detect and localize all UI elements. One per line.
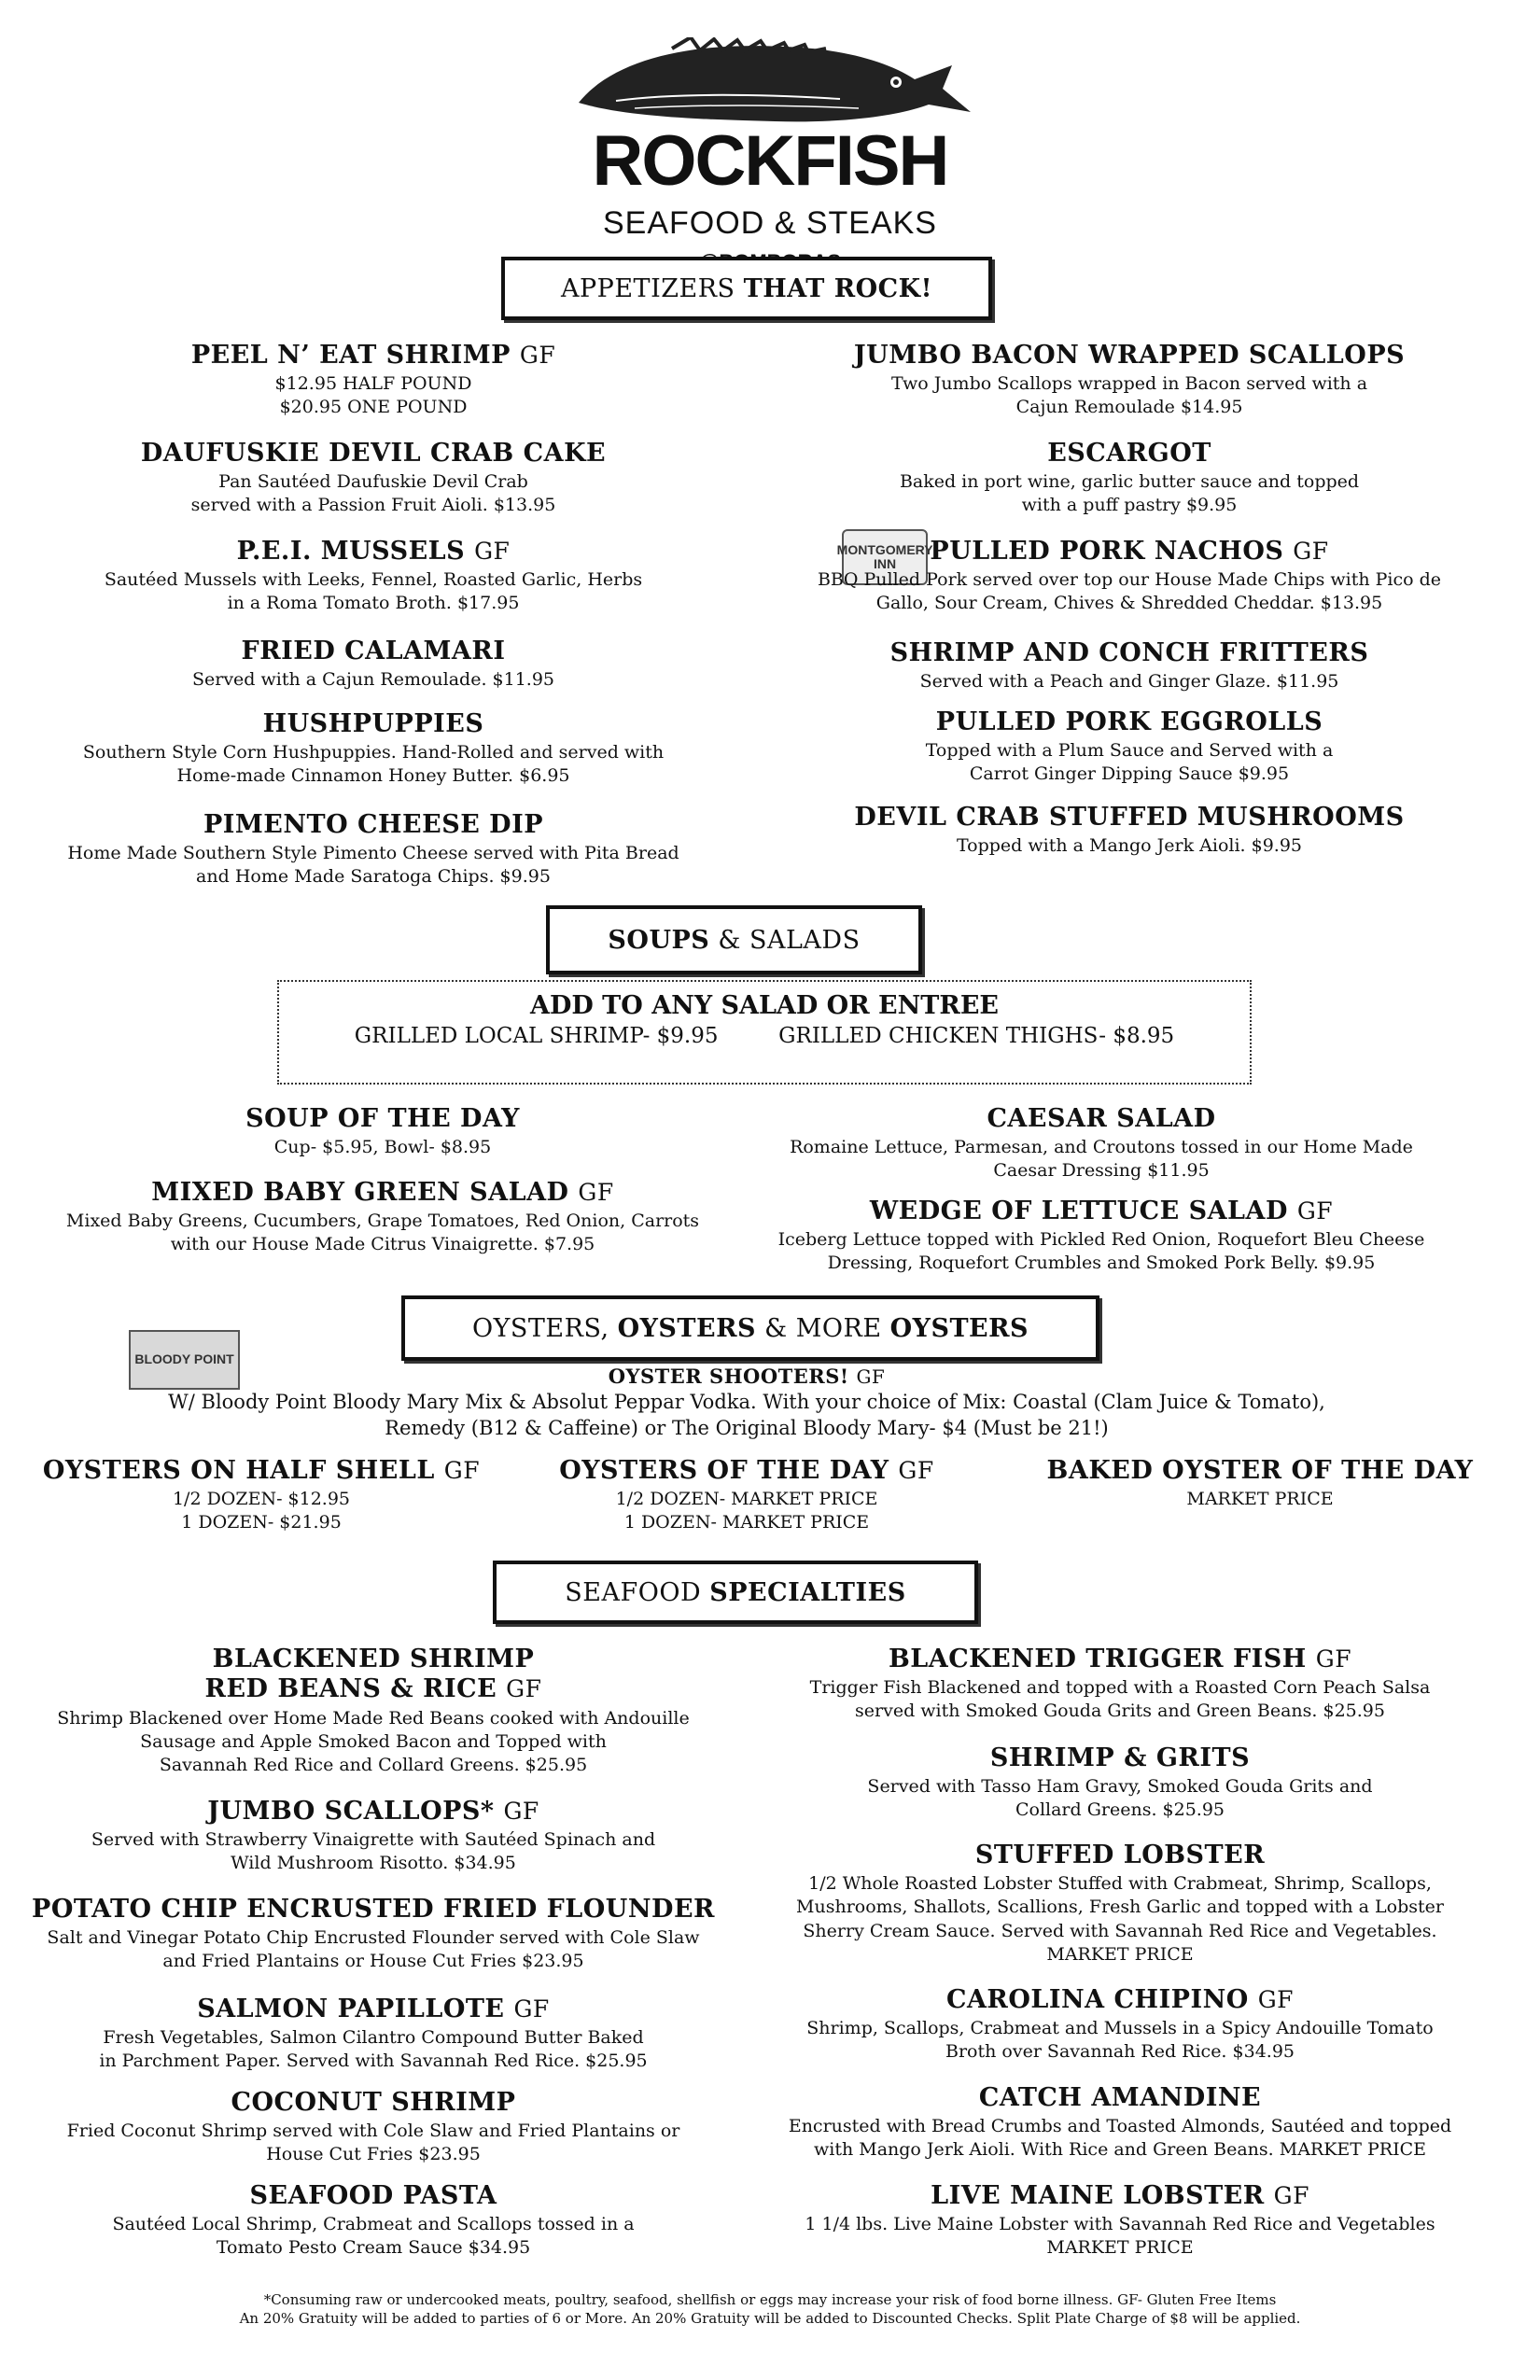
banner-text-normal: APPETIZERS <box>561 273 744 303</box>
item-name: OYSTER SHOOTERS! <box>608 1365 849 1388</box>
add-on-chicken: GRILLED CHICKEN THIGHS- $8.95 <box>778 1024 1175 1048</box>
item-price-line: 1 DOZEN- MARKET PRICE <box>623 1512 870 1533</box>
item-description: Caesar Dressing $11.95 <box>993 1160 1210 1182</box>
item-description: BBQ Pulled Pork served over top our House Made Chips with Pico de <box>817 569 1442 591</box>
gluten-free-tag: GF <box>1315 1645 1352 1673</box>
appetizers-section-banner <box>501 257 992 320</box>
gluten-free-tag: GF <box>503 1798 539 1825</box>
gluten-free-tag: GF <box>519 342 556 369</box>
item-description: House Cut Fries $23.95 <box>266 2144 481 2165</box>
banner-text-normal: & SALADS <box>709 925 861 955</box>
gluten-free-tag: GF <box>1296 1197 1334 1225</box>
gluten-free-tag: GF <box>513 1995 550 2023</box>
item-description: Broth over Savannah Red Rice. $34.95 <box>945 2041 1295 2063</box>
menu-item-pei-mussels <box>47 537 700 616</box>
item-description: Remedy (B12 & Caffeine) or The Original Bloody Mary- $4 (Must be 21!) <box>385 1416 1109 1439</box>
menu-item-blackened-shrimp-red-beans <box>19 1645 728 1777</box>
item-name: ESCARGOT <box>1047 439 1211 468</box>
gluten-free-tag: GF <box>474 538 511 565</box>
item-name: PULLED PORK EGGROLLS <box>935 707 1323 736</box>
item-name: CAESAR SALAD <box>987 1104 1216 1133</box>
menu-item-soup-of-the-day <box>56 1104 709 1159</box>
item-description: Topped with a Mango Jerk Aioli. $9.95 <box>956 835 1303 857</box>
item-name: OYSTERS ON HALF SHELL <box>42 1456 435 1485</box>
item-description: Topped with a Plum Sauce and Served with a <box>925 740 1334 762</box>
item-description: Sautéed Local Shrimp, Crabmeat and Scallops tossed in a <box>112 2214 635 2235</box>
item-description: Collard Greens. $25.95 <box>1015 1799 1225 1821</box>
item-description: Salt and Vinegar Potato Chip Encrusted Flounder served with Cole Slaw <box>47 1927 700 1949</box>
item-description: 1/2 Whole Roasted Lobster Stuffed with Crabmeat, Shrimp, Scallops, <box>808 1873 1432 1895</box>
item-description: Served with Tasso Ham Gravy, Smoked Gouda Grits and <box>867 1776 1373 1798</box>
item-description: Wild Mushroom Risotto. $34.95 <box>231 1853 516 1874</box>
banner-text-bold: SOUPS <box>608 925 710 955</box>
footer-disclaimer <box>0 2290 1540 2329</box>
menu-item-devil-crab-cake <box>47 439 700 518</box>
badge-text: MONTGOMERY INN <box>836 541 933 571</box>
item-price-line: MARKET PRICE <box>1046 1943 1194 1965</box>
brand-subtitle: SEAFOOD & STEAKS <box>603 205 937 241</box>
item-description: Gallo, Sour Cream, Chives & Shredded Cheddar. $13.95 <box>875 593 1383 614</box>
item-name: JUMBO SCALLOPS* <box>207 1797 495 1826</box>
gluten-free-tag: GF <box>1293 538 1329 565</box>
item-description: with our House Made Citrus Vinaigrette. $7.95 <box>170 1234 595 1255</box>
gluten-free-tag: GF <box>506 1675 542 1703</box>
item-name: CATCH AMANDINE <box>978 2083 1262 2112</box>
menu-item-escargot <box>803 439 1456 518</box>
menu-item-bacon-wrapped-scallops <box>803 341 1456 420</box>
gluten-free-tag: GF <box>1257 1986 1295 2013</box>
item-description: Encrusted with Bread Crumbs and Toasted Almonds, Sautéed and topped <box>788 2116 1452 2137</box>
menu-item-catch-amandine <box>756 2083 1484 2163</box>
banner-text-bold: THAT ROCK! <box>743 273 932 303</box>
menu-item-salmon-papillote <box>19 1995 728 2074</box>
item-name: BLACKENED TRIGGER FISH <box>888 1645 1307 1673</box>
menu-item-seafood-pasta <box>19 2181 728 2261</box>
item-description: Two Jumbo Scallops wrapped in Bacon served with a <box>890 373 1368 395</box>
item-name: STUFFED LOBSTER <box>974 1841 1266 1869</box>
menu-item-baked-oyster <box>999 1456 1521 1511</box>
item-description: W/ Bloody Point Bloody Mary Mix & Absolut Peppar Vodka. With your choice of Mix: Coastal (Clam Juice & Tomato), <box>168 1391 1325 1414</box>
item-description: served with Smoked Gouda Grits and Green Beans. $25.95 <box>855 1701 1385 1722</box>
item-name-line1: BLACKENED SHRIMP <box>212 1645 535 1673</box>
menu-item-oysters-half-shell <box>23 1456 499 1535</box>
item-name: DAUFUSKIE DEVIL CRAB CAKE <box>140 439 607 468</box>
menu-item-oyster-shooters <box>0 1365 1493 1442</box>
item-description: Cup- $5.95, Bowl- $8.95 <box>273 1137 492 1158</box>
item-description: in a Roma Tomato Broth. $17.95 <box>227 593 520 614</box>
item-name: P.E.I. MUSSELS <box>236 537 466 566</box>
menu-item-jumbo-scallops <box>19 1797 728 1876</box>
menu-item-oysters-of-the-day <box>509 1456 985 1535</box>
item-description: 1 1/4 lbs. Live Maine Lobster with Savannah Red Rice and Vegetables <box>805 2214 1435 2235</box>
menu-item-caesar-salad <box>775 1104 1428 1183</box>
item-description: and Home Made Saratoga Chips. $9.95 <box>196 866 551 888</box>
item-name: DEVIL CRAB STUFFED MUSHROOMS <box>854 803 1405 832</box>
item-name: PULLED PORK NACHOS <box>930 537 1284 566</box>
restaurant-logo <box>560 37 980 252</box>
gluten-free-tag: GF <box>856 1365 886 1388</box>
item-description: Tomato Pesto Cream Sauce $34.95 <box>216 2237 531 2259</box>
item-description: Fresh Vegetables, Salmon Cilantro Compound Butter Baked <box>103 2027 644 2049</box>
menu-item-carolina-chipino <box>765 1985 1475 2065</box>
item-description: Sautéed Mussels with Leeks, Fennel, Roasted Garlic, Herbs <box>104 569 643 591</box>
menu-item-shrimp-grits <box>765 1743 1475 1823</box>
item-name: SEAFOOD PASTA <box>249 2181 497 2210</box>
gluten-free-tag: GF <box>578 1179 614 1206</box>
banner-text-part4: OYSTERS <box>889 1313 1029 1343</box>
gluten-free-tag: GF <box>898 1457 934 1484</box>
item-name: COCONUT SHRIMP <box>231 2088 516 2117</box>
menu-item-potato-chip-flounder <box>9 1895 737 1974</box>
item-name: OYSTERS OF THE DAY <box>559 1456 889 1485</box>
item-name: PEEL N’ EAT SHRIMP <box>190 341 511 370</box>
menu-item-pimento-cheese-dip <box>37 810 709 889</box>
item-name: BAKED OYSTER OF THE DAY <box>1046 1456 1474 1485</box>
item-name: SHRIMP AND CONCH FRITTERS <box>889 638 1369 667</box>
item-name-line2: RED BEANS & RICE <box>204 1674 497 1704</box>
menu-item-live-maine-lobster <box>765 2181 1475 2261</box>
item-name: LIVE MAINE LOBSTER <box>931 2181 1265 2210</box>
item-description: Iceberg Lettuce topped with Pickled Red Onion, Roquefort Bleu Cheese <box>777 1229 1425 1251</box>
item-name: SHRIMP & GRITS <box>989 1743 1251 1772</box>
menu-item-blackened-trigger-fish <box>765 1645 1475 1724</box>
item-name: WEDGE OF LETTUCE SALAD <box>869 1197 1288 1225</box>
item-price-line: 1 DOZEN- $21.95 <box>181 1512 342 1533</box>
item-description: Shrimp, Scallops, Crabmeat and Mussels in a Spicy Andouille Tomato <box>806 2018 1434 2039</box>
item-description: Mushrooms, Shallots, Scallions, Fresh Garlic and topped with a Lobster <box>796 1897 1444 1918</box>
menu-item-mixed-baby-green-salad <box>19 1178 747 1257</box>
item-description: Sausage and Apple Smoked Bacon and Topped with <box>140 1730 607 1752</box>
add-on-options <box>279 1024 1250 1048</box>
item-description: served with a Passion Fruit Aioli. $13.95 <box>190 495 556 516</box>
menu-item-peel-eat-shrimp <box>47 341 700 420</box>
item-description: Home Made Southern Style Pimento Cheese served with Pita Bread <box>67 843 679 864</box>
menu-item-devil-crab-mushrooms <box>803 803 1456 858</box>
item-description: Trigger Fish Blackened and topped with a Roasted Corn Peach Salsa <box>809 1677 1431 1699</box>
banner-text-part2: OYSTERS <box>617 1313 757 1343</box>
item-name: FRIED CALAMARI <box>241 637 506 665</box>
item-name: SOUP OF THE DAY <box>245 1104 520 1133</box>
item-price-line: $12.95 HALF POUND <box>274 373 472 395</box>
brand-name: ROCKFISH <box>592 121 948 201</box>
add-on-shrimp: GRILLED LOCAL SHRIMP- $9.95 <box>354 1024 719 1048</box>
item-price-line: 1/2 DOZEN- MARKET PRICE <box>615 1489 878 1510</box>
item-description: Served with Strawberry Vinaigrette with Sautéed Spinach and <box>91 1829 656 1851</box>
item-description: Dressing, Roquefort Crumbles and Smoked Pork Belly. $9.95 <box>827 1253 1376 1274</box>
menu-item-pulled-pork-eggrolls <box>803 707 1456 787</box>
menu-item-shrimp-conch-fritters <box>803 638 1456 693</box>
item-description: Mixed Baby Greens, Cucumbers, Grape Tomatoes, Red Onion, Carrots <box>65 1211 700 1232</box>
item-name: MIXED BABY GREEN SALAD <box>151 1178 569 1207</box>
item-description: in Parchment Paper. Served with Savannah Red Rice. $25.95 <box>99 2051 648 2072</box>
menu-item-coconut-shrimp <box>19 2088 728 2167</box>
item-name: POTATO CHIP ENCRUSTED FRIED FLOUNDER <box>32 1895 715 1924</box>
item-description: Served with a Peach and Ginger Glaze. $11.95 <box>919 671 1339 693</box>
menu-item-hushpuppies <box>47 709 700 789</box>
gluten-free-tag: GF <box>443 1457 481 1484</box>
banner-text-normal: SEAFOOD <box>565 1577 710 1607</box>
item-price-line: MARKET PRICE <box>1186 1489 1334 1510</box>
oysters-section-banner <box>401 1295 1099 1361</box>
soups-salads-section-banner <box>546 905 922 974</box>
menu-item-stuffed-lobster <box>756 1841 1484 1967</box>
item-price-line: $20.95 ONE POUND <box>279 397 468 418</box>
item-description: and Fried Plantains or House Cut Fries $23.95 <box>162 1951 584 1972</box>
fish-logo-icon <box>560 37 980 131</box>
item-description: Home-made Cinnamon Honey Butter. $6.95 <box>176 765 570 787</box>
item-name: CAROLINA CHIPINO <box>945 1985 1249 2014</box>
item-description: Romaine Lettuce, Parmesan, and Croutons tossed in our Home Made <box>790 1137 1413 1158</box>
menu-item-wedge-salad <box>747 1197 1456 1276</box>
item-price-line: MARKET PRICE <box>1046 2237 1194 2259</box>
menu-item-fried-calamari <box>47 637 700 692</box>
add-on-title: ADD TO ANY SALAD OR ENTREE <box>530 991 999 1020</box>
footer-line: *Consuming raw or undercooked meats, poultry, seafood, shellfish or eggs may increase your risk of food borne illness. GF- Gluten Free Items <box>263 2291 1277 2308</box>
item-description: Shrimp Blackened over Home Made Red Beans cooked with Andouille <box>57 1707 690 1729</box>
banner-text-part1: OYSTERS, <box>471 1313 618 1343</box>
item-description: with a puff pastry $9.95 <box>1021 495 1238 516</box>
item-description: Carrot Ginger Dipping Sauce $9.95 <box>969 763 1290 785</box>
item-description: Pan Sautéed Daufuskie Devil Crab <box>218 471 528 493</box>
badge-text: BLOODY POINT <box>134 1351 234 1367</box>
item-description: Baked in port wine, garlic butter sauce and topped <box>899 471 1360 493</box>
add-on-box <box>277 980 1252 1085</box>
footer-line: An 20% Gratuity will be added to parties of 6 or More. An 20% Gratuity will be added to Discounted Checks. Split Plate Charge of $8 will be applied. <box>239 2310 1301 2328</box>
banner-text-bold: SPECIALTIES <box>709 1577 906 1607</box>
item-name: JUMBO BACON WRAPPED SCALLOPS <box>853 341 1406 370</box>
item-description: Fried Coconut Shrimp served with Cole Slaw and Fried Plantains or <box>66 2121 680 2142</box>
item-price-line: 1/2 DOZEN- $12.95 <box>172 1489 351 1510</box>
item-description: Savannah Red Rice and Collard Greens. $25.95 <box>159 1754 588 1775</box>
menu-item-pulled-pork-nachos <box>803 537 1456 616</box>
item-description: Cajun Remoulade $14.95 <box>1015 397 1243 418</box>
item-name: HUSHPUPPIES <box>262 709 484 738</box>
item-name: SALMON PAPILLOTE <box>197 1995 505 2023</box>
item-description: Southern Style Corn Hushpuppies. Hand-Rolled and served with <box>82 742 665 763</box>
item-description: with Mango Jerk Aioli. With Rice and Green Beans. MARKET PRICE <box>813 2139 1427 2161</box>
item-name: PIMENTO CHEESE DIP <box>203 810 544 839</box>
seafood-specialties-section-banner <box>493 1561 978 1624</box>
item-description: Served with a Cajun Remoulade. $11.95 <box>191 669 555 691</box>
gluten-free-tag: GF <box>1273 2182 1309 2209</box>
item-description: Sherry Cream Sauce. Served with Savannah Red Rice and Vegetables. <box>803 1920 1437 1941</box>
banner-text-part3: & MORE <box>756 1313 890 1343</box>
